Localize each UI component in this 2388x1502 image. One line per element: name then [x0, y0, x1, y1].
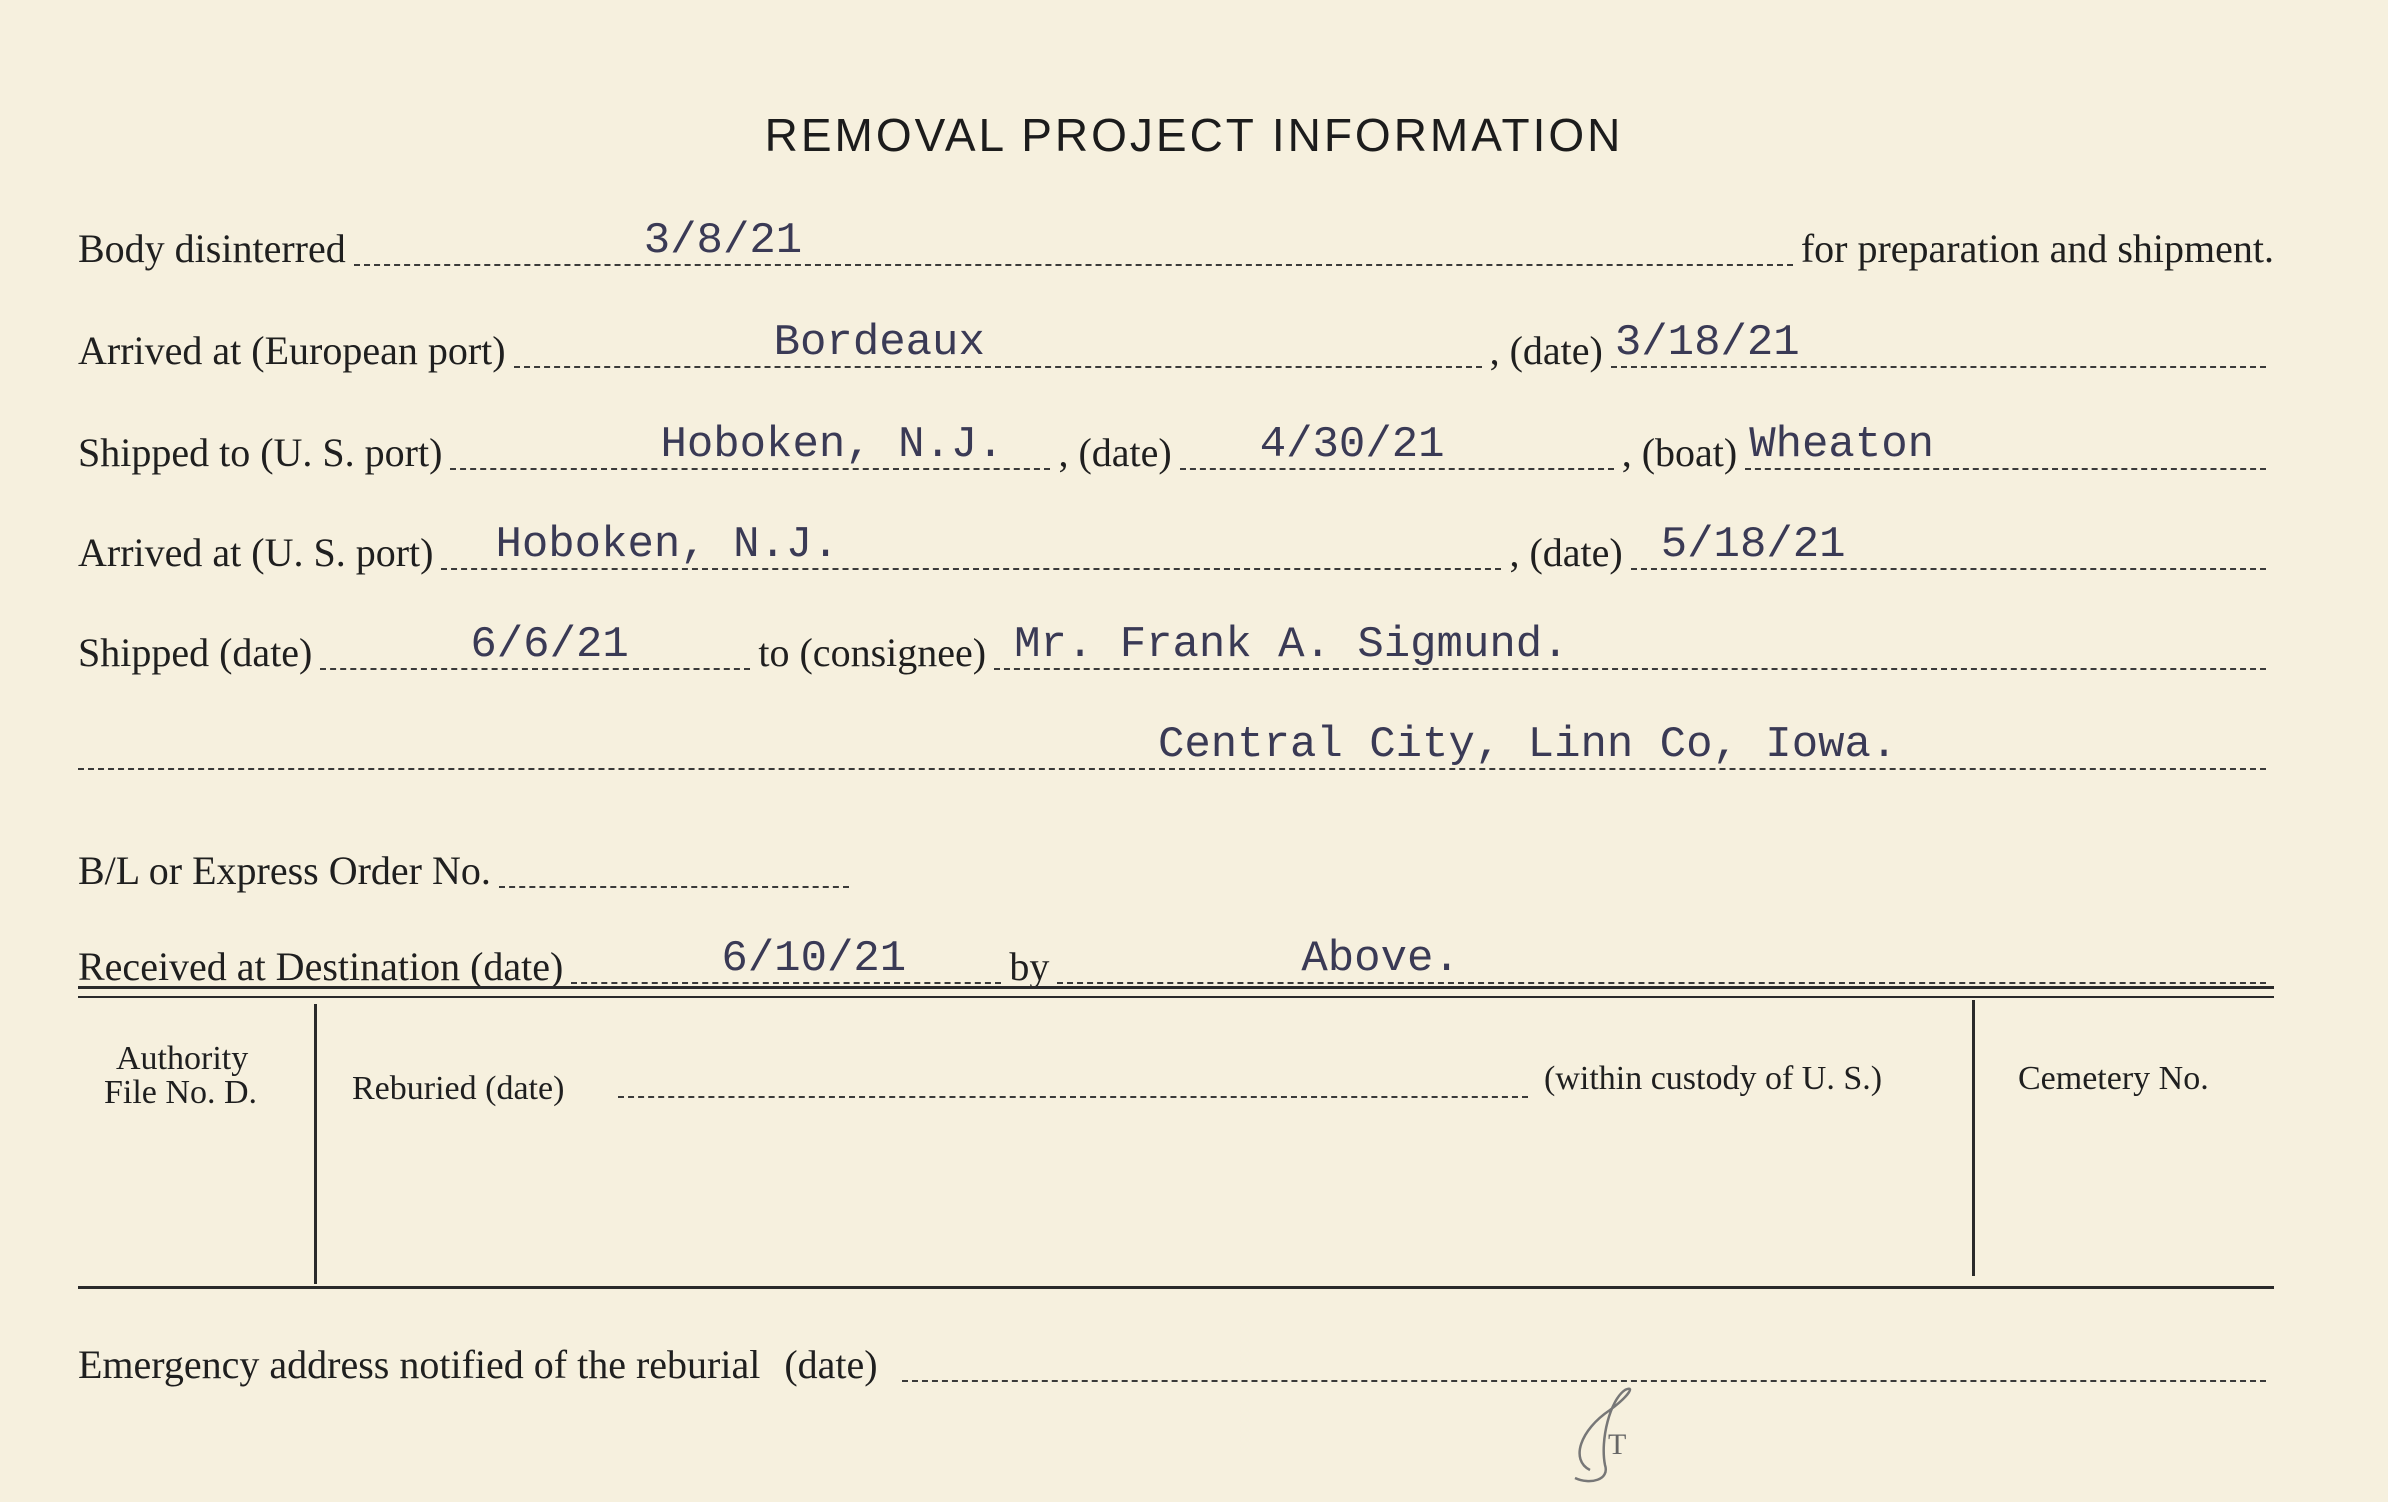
- double-rule-top: [78, 986, 2274, 989]
- row-arrived-european: [78, 316, 2274, 380]
- arrived-european-field: [514, 318, 1482, 368]
- received-label: Received at Destination (date): [78, 944, 564, 989]
- address-value: Central City, Linn Co, Iowa.: [1158, 720, 1898, 770]
- body-disinterred-suffix: for preparation and shipment.: [1800, 226, 2274, 271]
- shipped-date-label: Shipped (date): [78, 630, 313, 675]
- shipped-date-field: [320, 620, 750, 670]
- consignee-value: Mr. Frank A. Sigmund.: [1014, 620, 1569, 670]
- received-date-field: [571, 934, 1001, 984]
- body-disinterred-label: Body disinterred: [78, 226, 346, 271]
- box-divider-left: [314, 1004, 317, 1284]
- address-field: [78, 720, 2266, 770]
- shipped-date-value: 6/6/21: [470, 620, 629, 670]
- custody-label: (within custody of U. S.): [1544, 1060, 1883, 1097]
- row-shipped-us: [78, 418, 2274, 482]
- row-address: [78, 718, 2274, 782]
- cemetery-label: Cemetery No.: [2018, 1060, 2209, 1097]
- arrived-us-value: Hoboken, N.J.: [495, 520, 839, 570]
- reburied-label: Reburied (date): [352, 1070, 565, 1107]
- arrived-european-date: 3/18/21: [1614, 318, 1800, 368]
- shipped-us-label: Shipped to (U. S. port): [78, 430, 443, 475]
- body-disinterred-value: 3/8/21: [643, 216, 803, 266]
- reburied-field: [618, 1096, 1528, 1098]
- consignee-field: [994, 620, 2266, 670]
- shipped-us-date-label: , (date): [1058, 430, 1172, 475]
- emergency-date-label: (date): [784, 1342, 878, 1387]
- bl-order-field: [499, 842, 849, 888]
- arrived-us-field: [441, 520, 1501, 570]
- arrived-us-date-label: , (date): [1509, 530, 1623, 575]
- shipped-us-date: 4/30/21: [1259, 420, 1445, 470]
- bl-order-label: B/L or Express Order No.: [78, 848, 491, 893]
- shipped-us-boat-label: , (boat): [1621, 430, 1738, 475]
- arrived-european-value: Bordeaux: [773, 318, 985, 368]
- arrived-european-date-label: , (date): [1489, 328, 1603, 373]
- pencil-mark: [1560, 1370, 1660, 1490]
- double-rule-bottom: [78, 996, 2274, 998]
- shipped-us-boat: Wheaton: [1749, 420, 1935, 470]
- row-arrived-us: [78, 518, 2274, 582]
- body-disinterred-field: [354, 216, 1793, 266]
- file-no-label: File No. D.: [104, 1074, 257, 1111]
- consignee-label: to (consignee): [758, 630, 987, 675]
- row-shipped-date: [78, 618, 2274, 682]
- row-body-disinterred: [78, 214, 2274, 278]
- arrived-us-date-field: [1631, 520, 2266, 570]
- card-title: REMOVAL PROJECT INFORMATION: [764, 109, 1624, 161]
- arrived-european-label: Arrived at (European port): [78, 328, 506, 373]
- shipped-us-date-field: [1180, 420, 1614, 470]
- emergency-label: Emergency address notified of the reburial: [78, 1342, 761, 1387]
- received-by-field: [1057, 934, 2266, 984]
- received-by-label: by: [1009, 944, 1050, 989]
- box-divider-right: [1972, 1000, 1975, 1276]
- received-date: 6/10/21: [721, 934, 907, 984]
- received-by-value: Above.: [1301, 934, 1460, 984]
- shipped-us-value: Hoboken, N.J.: [660, 420, 1004, 470]
- shipped-us-boat-field: [1745, 420, 2266, 470]
- arrived-european-date-field: [1611, 318, 2266, 368]
- box-bottom-rule: [78, 1286, 2274, 1289]
- shipped-us-field: [450, 420, 1050, 470]
- pencil-mark-letter: T: [1608, 1428, 1627, 1461]
- arrived-us-date: 5/18/21: [1660, 520, 1846, 570]
- row-bl-order: [78, 836, 2274, 900]
- authority-label: Authority: [116, 1040, 249, 1077]
- row-emergency: [78, 1330, 2274, 1394]
- arrived-us-label: Arrived at (U. S. port): [78, 530, 434, 575]
